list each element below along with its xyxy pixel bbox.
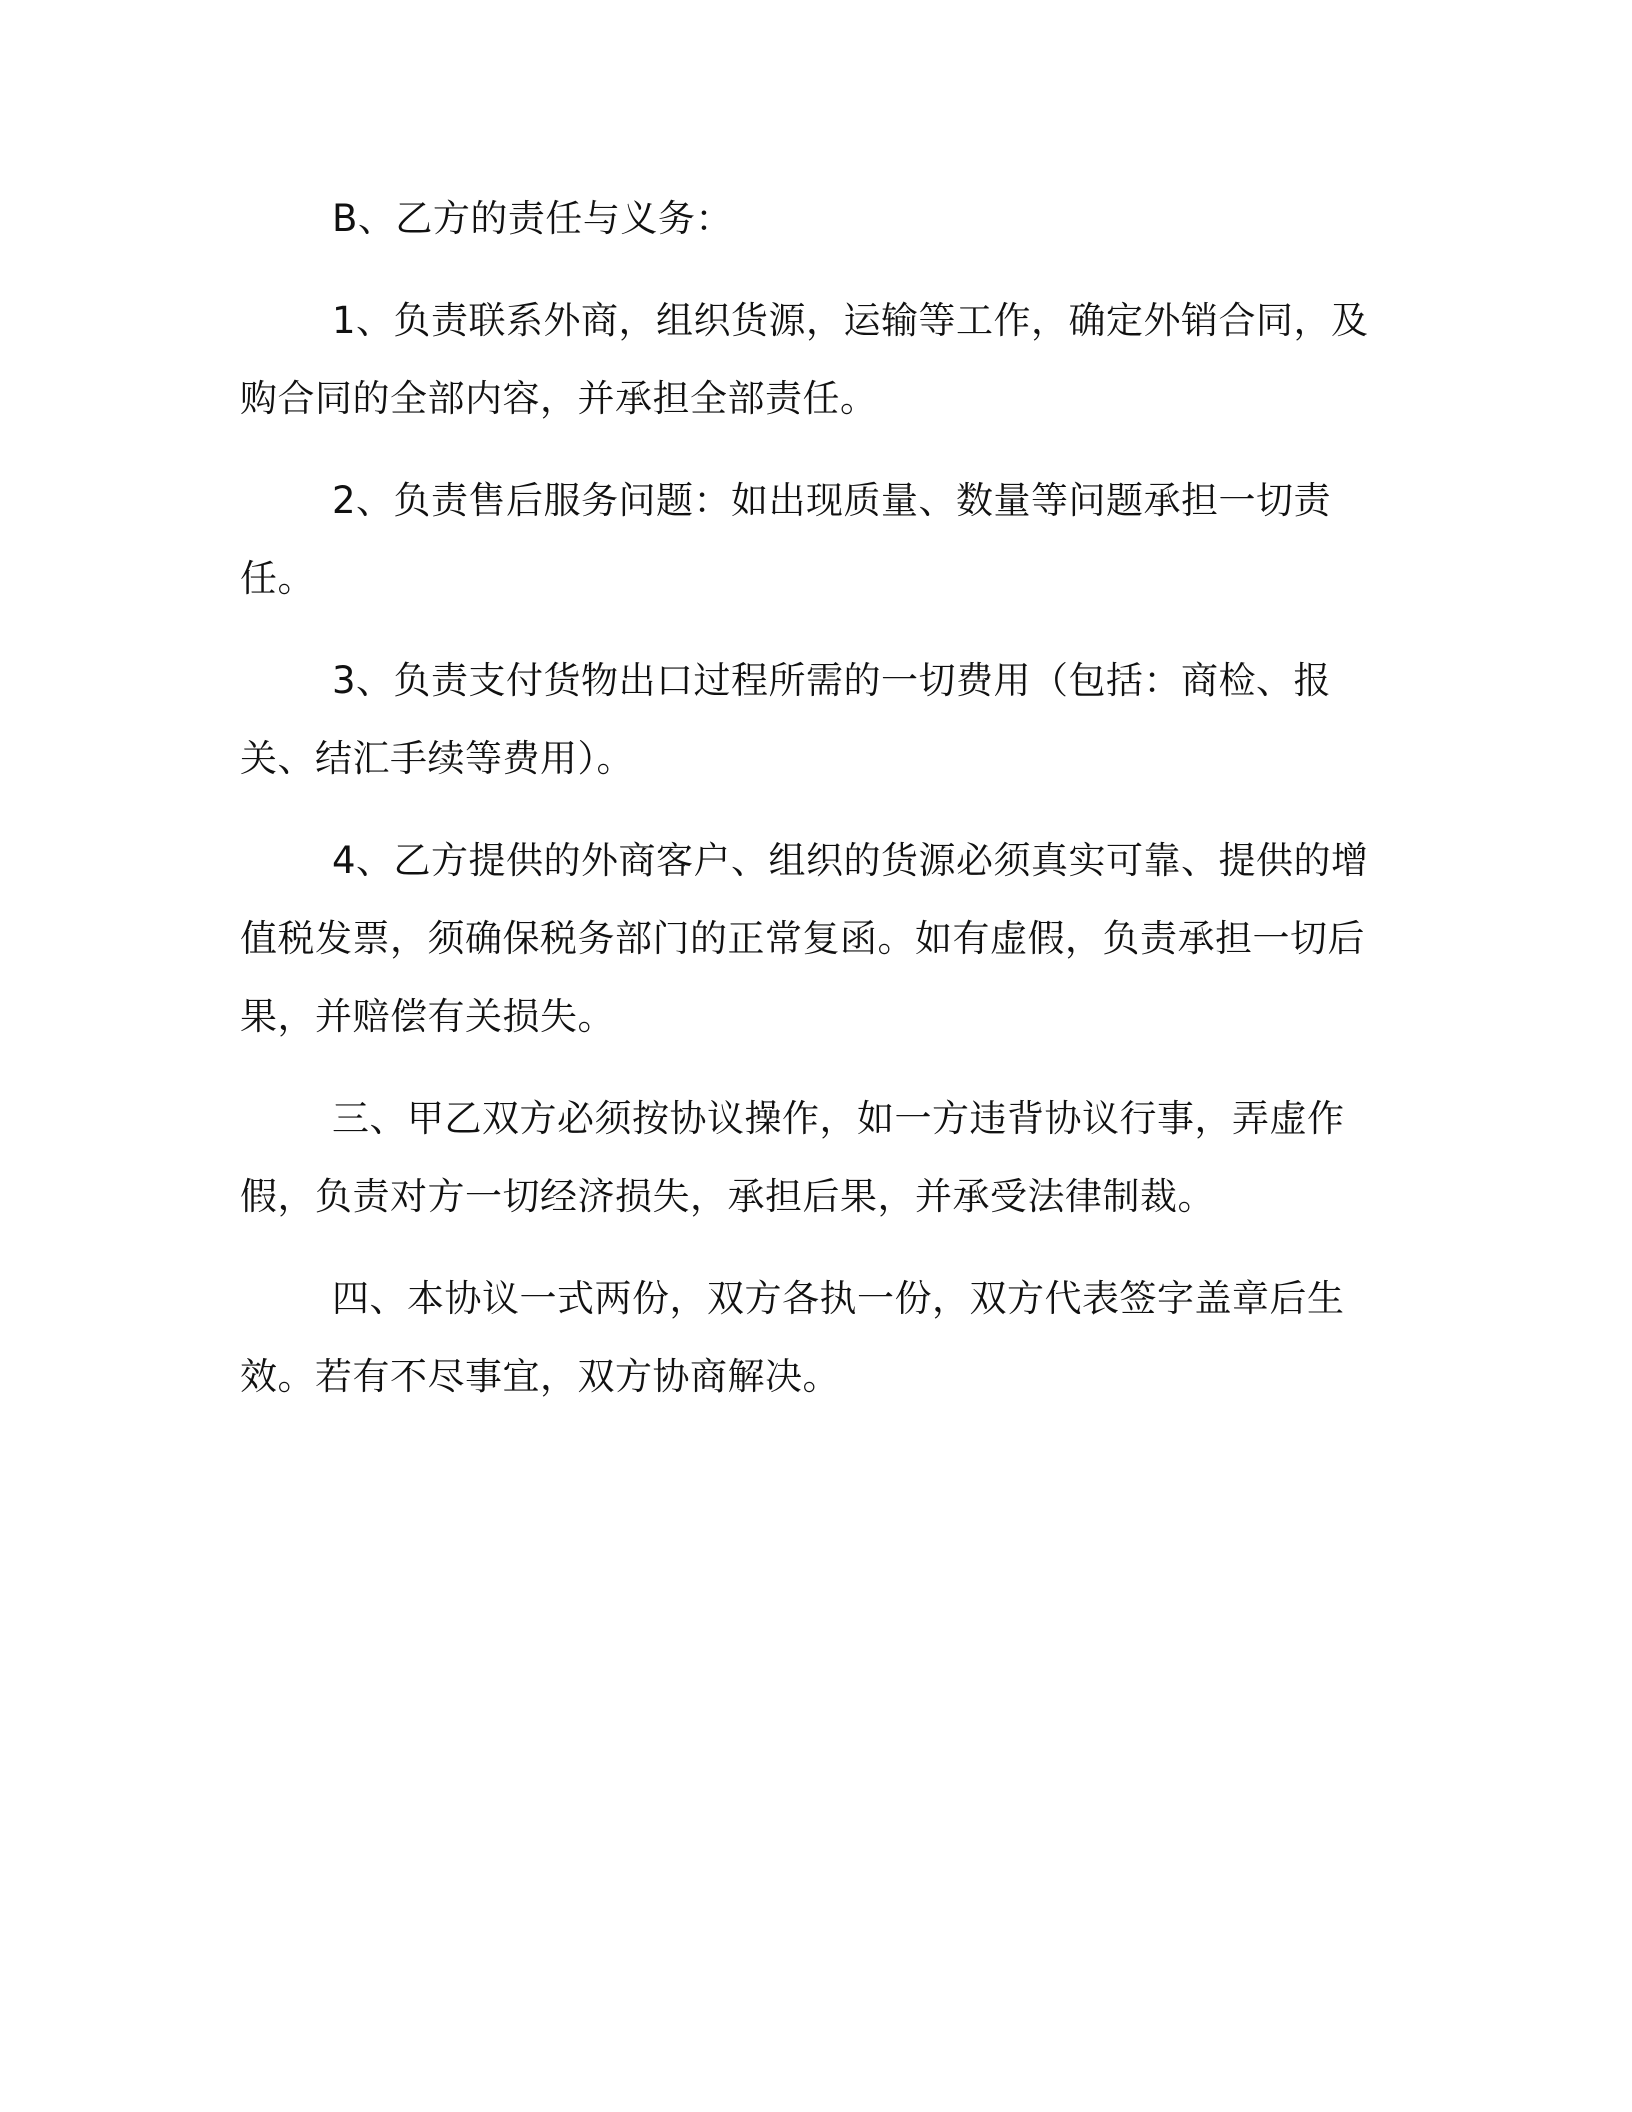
clause-2: 2、负责售后服务问题：如出现质量、数量等问题承担一切责任。 — [240, 479, 1332, 600]
article-four: 四、本协议一式两份，双方各执一份，双方代表签字盖章后生效。若有不尽事宜，双方协商解决。 — [240, 1277, 1345, 1398]
section-heading-party-b: B、乙方的责任与义务： — [332, 197, 733, 240]
clause-3: 3、负责支付货物出口过程所需的一切费用（包括：商检、报关、结汇手续等费用）。 — [240, 659, 1332, 780]
document-body — [240, 180, 1400, 1416]
article-three: 三、甲乙双方必须按协议操作，如一方违背协议行事，弄虚作假，负责对方一切经济损失，承担后果，并承受法律制裁。 — [240, 1097, 1345, 1218]
clause-1: 1、负责联系外商，组织货源，运输等工作，确定外销合同，及购合同的全部内容，并承担全部责任。 — [240, 299, 1369, 420]
clause-4: 4、乙方提供的外商客户、组织的货源必须真实可靠、提供的增值税发票，须确保税务部门的正常复函。如有虚假，负责承担一切后果，并赔偿有关损失。 — [240, 839, 1369, 1038]
